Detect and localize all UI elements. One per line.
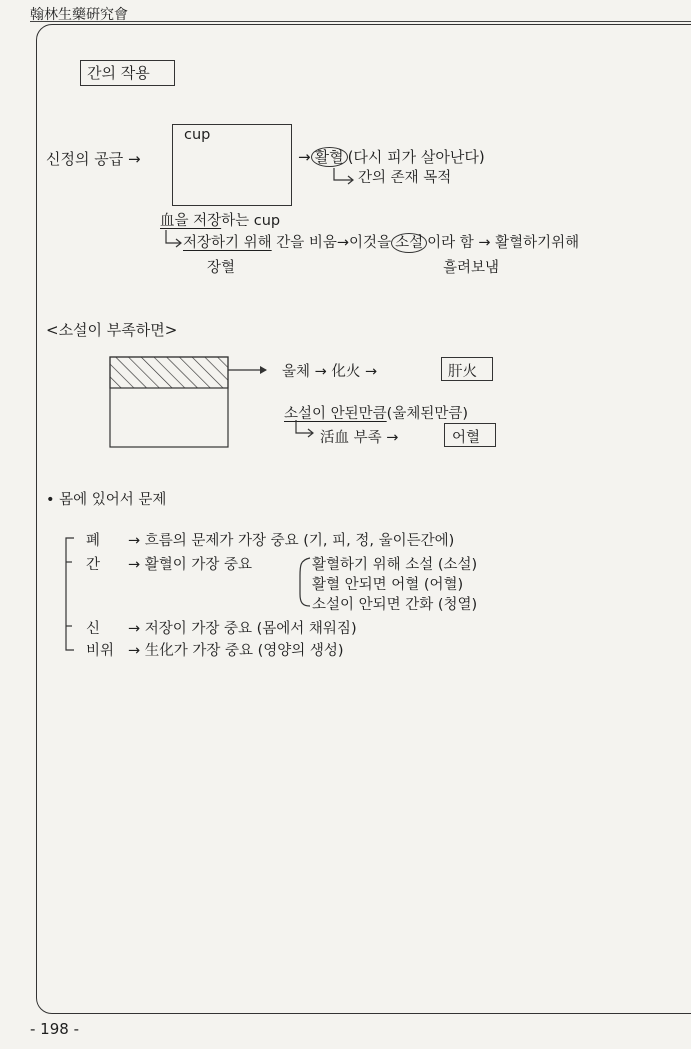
hwalhyeol-note: (다시 피가 살아난다) [347,148,485,166]
organ-spleen-text: → 生化가 가장 중요 (영양의 생성) [128,643,344,659]
organ-spleen: 비위 [86,643,115,659]
liver-sub-1: 활혈하기 위해 소설 (소설) [312,557,478,573]
soseol-deficit: 소설이 안된만큼 [284,406,387,422]
organ-lung: 폐 [86,533,101,549]
ganhwa-text: 肝火 [448,364,477,380]
organ-kidney: 신 [86,621,101,637]
soseol-circled: 소설 [391,233,427,253]
organ-kidney-text: → 저장이 가장 중요 (몸에서 채워짐) [128,621,357,637]
store-for: 저장하기 위해 [183,235,272,251]
hwalhyeol-deficit: 活血 부족 → [320,430,399,446]
arrow: → [298,148,311,166]
heullyeobonaem: 흘려보냄 [443,260,500,276]
section-title: 간의 작용 [87,64,150,82]
ulche-line: 울체 → 化火 → [282,364,378,380]
hatched-area [110,357,228,388]
page-number: - 198 - [30,1020,79,1038]
hwalhyeol-circled: 활혈 [311,147,348,167]
eohyeol-text: 어혈 [452,430,481,446]
blood-storage-rest: 하는 cup [221,213,281,229]
supply-label: 신정의 공급 → [46,150,141,168]
liver-sub-2: 활혈 안되면 어혈 (어혈) [312,577,464,593]
cup-label: cup [184,127,211,143]
liver-brace [300,558,310,606]
page-header: 翰林生藥硏究會 [30,7,128,23]
line2-b: 이라 함 → 활혈하기위해 [427,235,580,251]
organ-liver-text: → 활혈이 가장 중요 [128,557,253,573]
purpose-text: 간의 존재 목적 [358,170,452,186]
liver-sub-3: 소설이 안되면 간화 (청열) [312,597,478,613]
hook-arrow-deficit [296,420,312,433]
line2-a: 간을 비움→이것을 [276,235,392,251]
organ-lung-text: → 흐름의 문제가 가장 중요 (기, 피, 정, 울이든간에) [128,533,455,549]
organ-liver: 간 [86,557,101,573]
janghyeol: 장혈 [207,260,236,276]
soseol-deficit-rest: (울체된만큼) [386,406,469,422]
organ-bracket [66,538,74,650]
body-problems-title: • 몸에 있어서 문제 [46,492,167,508]
deficiency-title: <소설이 부족하면> [46,321,178,339]
blood-storage: 血을 저장 [160,213,222,229]
hook-arrow-purpose [334,168,352,180]
